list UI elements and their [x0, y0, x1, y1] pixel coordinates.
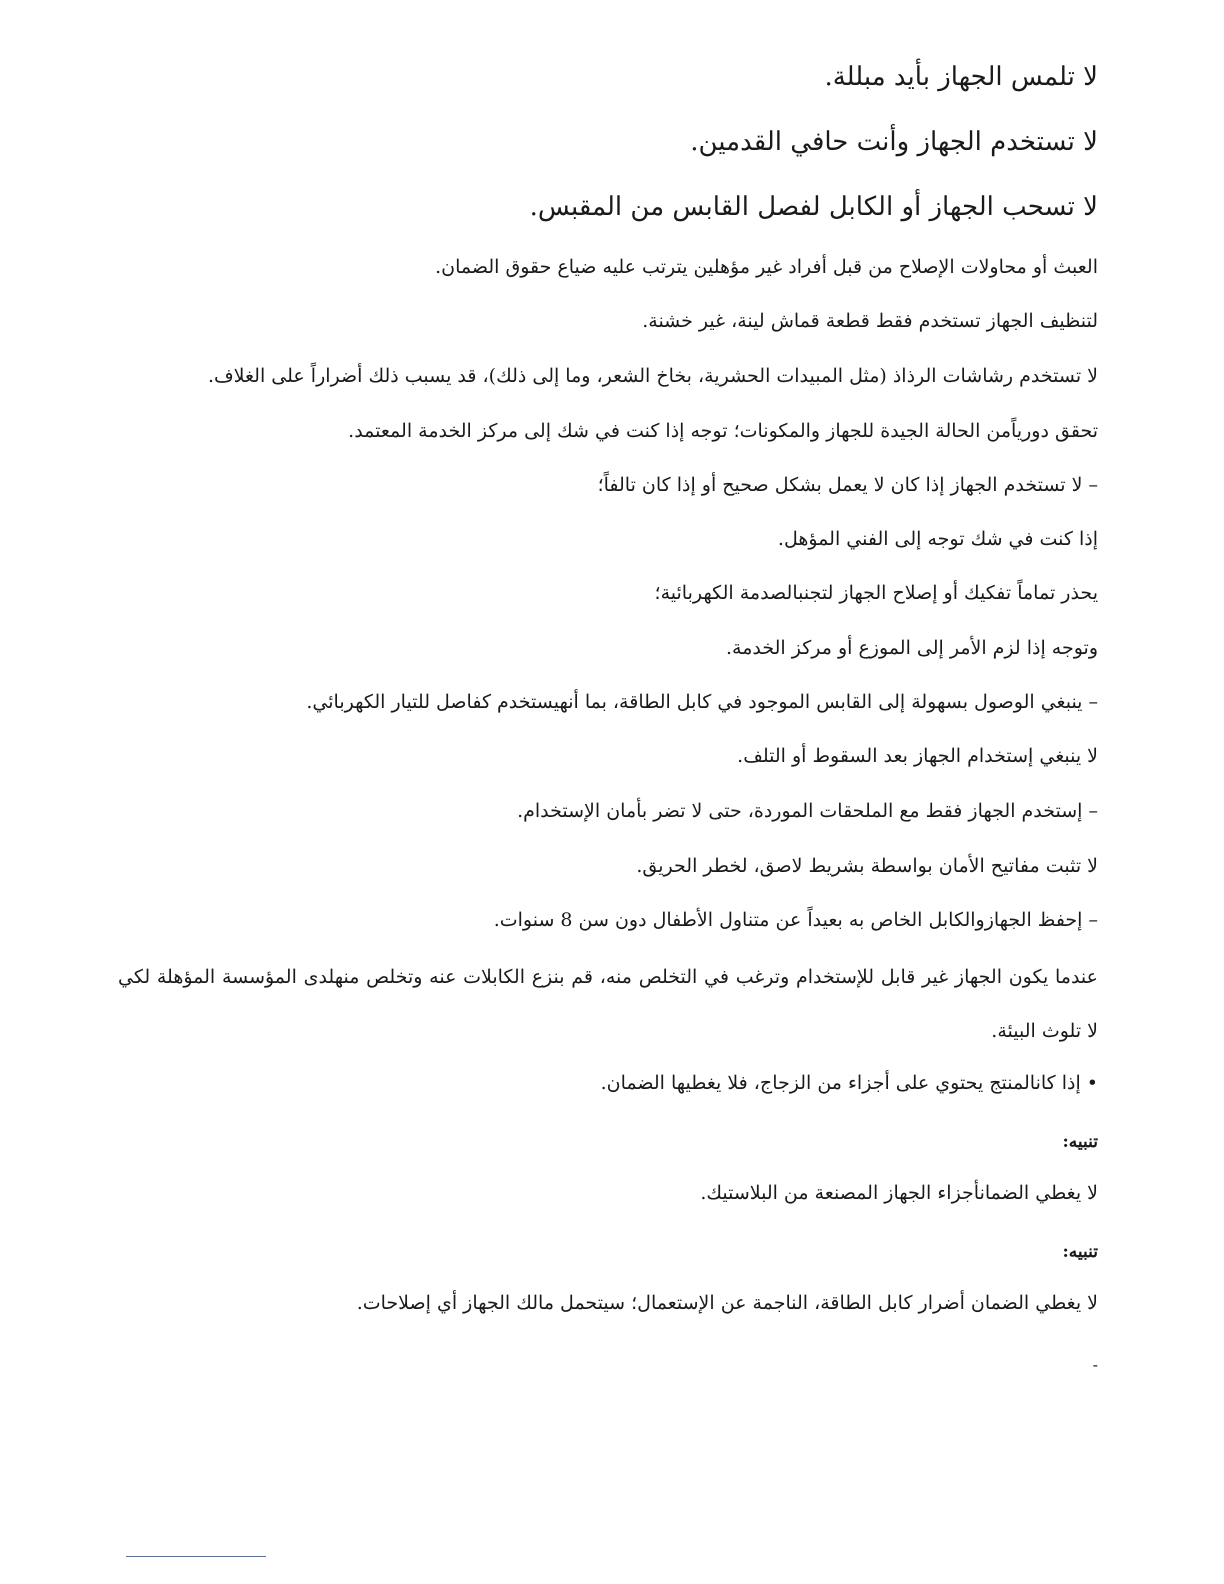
safety-line-distributor: وتوجه إذا لزم الأمر إلى الموزع أو مركز الخدمة.: [726, 637, 1098, 659]
safety-line-barefoot: لا تستخدم الجهاز وأنت حافي القدمين.: [690, 127, 1098, 157]
warning-text-power-cable: لا يغطي الضمان أضرار كابل الطاقة، الناجمة عن الإستعمال؛ سيتحمل مالك الجهاز أي إصلاحات.: [356, 1292, 1098, 1314]
safety-line-after-fall: لا ينبغي إستخدام الجهاز بعد السقوط أو التلف.: [737, 745, 1098, 767]
warning-text-plastic: لا يغطي الضمانأجزاء الجهاز المصنعة من البلاستيك.: [700, 1182, 1098, 1204]
footnote-separator: [126, 1556, 266, 1557]
warning-label: تنبيه:: [1062, 1132, 1098, 1152]
safety-line-wet-hands: لا تلمس الجهاز بأيد مبللة.: [824, 62, 1098, 92]
safety-line-cleaning: لتنظيف الجهاز تستخدم فقط قطعة قماش لينة، غير خشنة.: [642, 310, 1098, 332]
safety-line-accessories: – إستخدم الجهاز فقط مع الملحقات الموردة، حتى لا تضر بأمان الإستخدام.: [517, 800, 1098, 822]
safety-line-safety-switches: لا تثبت مفاتيح الأمان بواسطة بشريط لاصق، لخطر الحريق.: [636, 855, 1098, 877]
safety-line-qualified-tech: إذا كنت في شك توجه إلى الفني المؤهل.: [777, 528, 1098, 550]
safety-line-periodic-check: تحقق دورياًمن الحالة الجيدة للجهاز والمكونات؛ توجه إذا كنت في شك إلى مركز الخدمة المعتمد.: [348, 420, 1098, 442]
safety-line-sprays: لا تستخدم رشاشات الرذاذ (مثل المبيدات الحشرية، بخاخ الشعر، وما إلى ذلك)، قد يسبب ذلك أضراراً على الغلاف.: [207, 365, 1098, 387]
warning-label: تنبيه:: [1062, 1242, 1098, 1262]
safety-line-no-disassembly: يحذر تماماً تفكيك أو إصلاح الجهاز لتجنبالصدمة الكهربائية؛: [654, 582, 1098, 604]
safety-line-unqualified-repair: العبث أو محاولات الإصلاح من قبل أفراد غير مؤهلين يترتب عليه ضياع حقوق الضمان.: [435, 256, 1098, 278]
stray-mark: -: [1092, 1355, 1098, 1374]
safety-line-children: – إحفظ الجهازوالكابل الخاص به بعيداً عن متناول الأطفال دون سن 8 سنوات.: [493, 909, 1098, 931]
safety-line-pull-cable: لا تسحب الجهاز أو الكابل لفصل القابس من المقبس.: [529, 192, 1098, 222]
safety-line-plug-access: – ينبغي الوصول بسهولة إلى القابس الموجود في كابل الطاقة، بما أنهيستخدم كفاصل للتيار الكهربائي.: [306, 691, 1098, 713]
safety-line-malfunction: – لا تستخدم الجهاز إذا كان لا يعمل بشكل صحيح أو إذا كان تالفاً؛: [597, 474, 1098, 496]
disposal-paragraph: عندما يكون الجهاز غير قابل للإستخدام وترغب في التخلص منه، قم بنزع الكابلات عنه وتخلص منهلدى المؤسسة المؤهلة لكي لا تلوث البيئة.: [118, 966, 1098, 1042]
bullet-glass-parts: • إذا كانالمنتج يحتوي على أجزاء من الزجاج، فلا يغطيها الضمان.: [600, 1072, 1098, 1094]
